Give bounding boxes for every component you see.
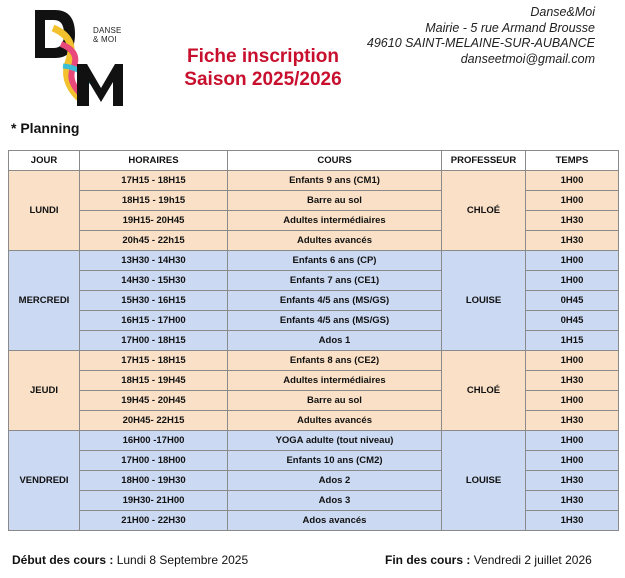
page-title: [168, 45, 358, 91]
course-cell: Ados 1: [228, 331, 442, 351]
course-cell: Barre au sol: [228, 191, 442, 211]
table-row: [9, 291, 619, 311]
duration-cell: 1H00: [526, 431, 619, 451]
day-cell: JEUDI: [9, 351, 80, 431]
course-cell: Adultes intermédiaires: [228, 371, 442, 391]
teacher-cell: LOUISE: [442, 251, 526, 351]
logo-graphic: [33, 8, 125, 108]
duration-cell: 1H00: [526, 191, 619, 211]
time-cell: 16H00 -17H00: [80, 431, 228, 451]
day-cell: LUNDI: [9, 171, 80, 251]
section-title: * Planning: [11, 120, 80, 136]
time-cell: 20h45 - 22h15: [80, 231, 228, 251]
header-jour: JOUR: [9, 151, 80, 171]
time-cell: 16H15 - 17H00: [80, 311, 228, 331]
teacher-cell: LOUISE: [442, 431, 526, 531]
logo: [33, 8, 125, 108]
header-temps: TEMPS: [526, 151, 619, 171]
course-cell: Adultes avancés: [228, 411, 442, 431]
table-row: [9, 491, 619, 511]
duration-cell: 1H00: [526, 271, 619, 291]
logo-line-1: DANSE: [93, 26, 122, 35]
table-row: [9, 391, 619, 411]
table-row: [9, 351, 619, 371]
table-row: [9, 431, 619, 451]
planning-body: [9, 171, 619, 531]
time-cell: 17H00 - 18H15: [80, 331, 228, 351]
time-cell: 13H30 - 14H30: [80, 251, 228, 271]
duration-cell: 1H00: [526, 451, 619, 471]
duration-cell: 1H00: [526, 251, 619, 271]
course-cell: Enfants 9 ans (CM1): [228, 171, 442, 191]
title-line-2: Saison 2025/2026: [184, 69, 342, 90]
table-row: [9, 311, 619, 331]
logo-text: [93, 26, 122, 44]
time-cell: 14H30 - 15H30: [80, 271, 228, 291]
time-cell: 21H00 - 22H30: [80, 511, 228, 531]
day-cell: VENDREDI: [9, 431, 80, 531]
course-cell: YOGA adulte (tout niveau): [228, 431, 442, 451]
address-city: 49610 SAINT-MELAINE-SUR-AUBANCE: [366, 36, 595, 50]
time-cell: 17H00 - 18H00: [80, 451, 228, 471]
table-row: [9, 211, 619, 231]
course-cell: Adultes avancés: [228, 231, 442, 251]
table-row: [9, 471, 619, 491]
end-label: Fin des cours :: [385, 553, 471, 567]
day-cell: MERCREDI: [9, 251, 80, 351]
course-cell: Enfants 4/5 ans (MS/GS): [228, 311, 442, 331]
time-cell: 20H45- 22H15: [80, 411, 228, 431]
table-row: [9, 271, 619, 291]
time-cell: 18H15 - 19h15: [80, 191, 228, 211]
table-row: [9, 411, 619, 431]
time-cell: 18H00 - 19H30: [80, 471, 228, 491]
course-cell: Enfants 10 ans (CM2): [228, 451, 442, 471]
table-row: [9, 451, 619, 471]
duration-cell: 1H30: [526, 511, 619, 531]
association-name: Danse&Moi: [530, 5, 595, 19]
logo-line-2: & MOI: [93, 35, 117, 44]
planning-table: [8, 150, 619, 531]
course-end: [385, 553, 592, 567]
table-row: [9, 251, 619, 271]
duration-cell: 1H00: [526, 351, 619, 371]
table-row: [9, 371, 619, 391]
course-cell: Barre au sol: [228, 391, 442, 411]
duration-cell: 1H30: [526, 211, 619, 231]
time-cell: 19H45 - 20H45: [80, 391, 228, 411]
start-date: Lundi 8 Septembre 2025: [116, 553, 249, 567]
end-date: Vendredi 2 juillet 2026: [473, 553, 592, 567]
table-row: [9, 511, 619, 531]
course-cell: Ados avancés: [228, 511, 442, 531]
duration-cell: 1H15: [526, 331, 619, 351]
address-block: [335, 5, 595, 67]
duration-cell: 1H30: [526, 471, 619, 491]
course-cell: Enfants 6 ans (CP): [228, 251, 442, 271]
title-line-1: Fiche inscription: [186, 46, 340, 67]
time-cell: 17H15 - 18H15: [80, 351, 228, 371]
duration-cell: 1H30: [526, 491, 619, 511]
duration-cell: 1H30: [526, 231, 619, 251]
header-cours: COURS: [228, 151, 442, 171]
contact-email: danseetmoi@gmail.com: [460, 51, 595, 66]
duration-cell: 1H00: [526, 171, 619, 191]
time-cell: 19H30- 21H00: [80, 491, 228, 511]
start-label: Début des cours :: [12, 553, 114, 567]
course-cell: Adultes intermédiaires: [228, 211, 442, 231]
time-cell: 19H15- 20H45: [80, 211, 228, 231]
duration-cell: 1H30: [526, 411, 619, 431]
duration-cell: 1H00: [526, 391, 619, 411]
course-cell: Enfants 8 ans (CE2): [228, 351, 442, 371]
table-row: [9, 331, 619, 351]
time-cell: 17H15 - 18H15: [80, 171, 228, 191]
address-street: Mairie - 5 rue Armand Brousse: [425, 20, 595, 35]
table-header-row: [9, 151, 619, 171]
teacher-cell: CHLOÉ: [442, 351, 526, 431]
table-row: [9, 231, 619, 251]
time-cell: 18H15 - 19H45: [80, 371, 228, 391]
table-row: [9, 191, 619, 211]
teacher-cell: CHLOÉ: [442, 171, 526, 251]
time-cell: 15H30 - 16H15: [80, 291, 228, 311]
course-cell: Ados 3: [228, 491, 442, 511]
table-row: [9, 171, 619, 191]
header-horaires: HORAIRES: [80, 151, 228, 171]
header-professeur: PROFESSEUR: [442, 151, 526, 171]
duration-cell: 0H45: [526, 291, 619, 311]
course-cell: Enfants 7 ans (CE1): [228, 271, 442, 291]
course-start: [12, 553, 248, 567]
course-cell: Enfants 4/5 ans (MS/GS): [228, 291, 442, 311]
duration-cell: 1H30: [526, 371, 619, 391]
duration-cell: 0H45: [526, 311, 619, 331]
course-cell: Ados 2: [228, 471, 442, 491]
